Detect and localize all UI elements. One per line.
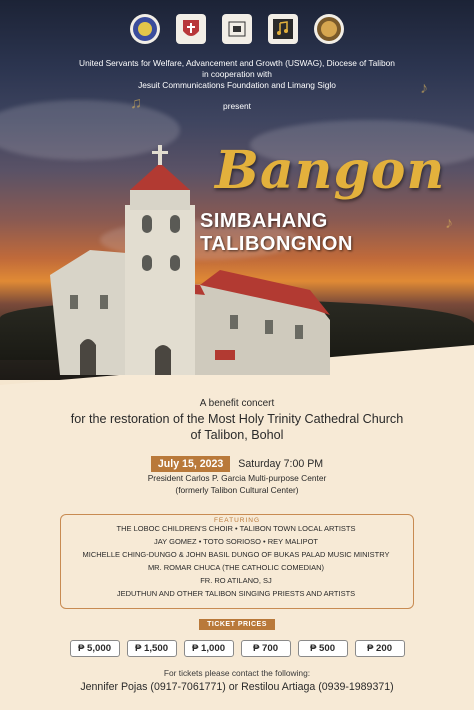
music-note-icon: ♪ [420, 80, 428, 97]
ticket-prices-label: TICKET PRICES [199, 619, 275, 630]
date-row [0, 456, 474, 472]
concert-line-1: A benefit concert [199, 398, 275, 409]
featuring-line: THE LOBOC CHILDREN'S CHOIR • TALIBON TOWN LOCAL ARTISTS [116, 524, 356, 533]
event-date: July 15, 2023 [151, 456, 230, 472]
price-tag: ₱ 500 [298, 640, 348, 657]
venue-line-2: (formerly Talibon Cultural Center) [175, 485, 299, 495]
price-tag: ₱ 1,000 [184, 640, 234, 657]
featuring-line: JEDUTHUN AND OTHER TALIBON SINGING PRIESTS AND ARTISTS [116, 589, 356, 598]
music-note-icon: ♫ [130, 95, 142, 112]
uswag-logo [130, 14, 160, 44]
featuring-line: MR. ROMAR CHUCA (THE CATHOLIC COMEDIAN) [147, 563, 325, 572]
organizer-text [0, 58, 474, 91]
featuring-line: FR. RO ATILANO, SJ [200, 576, 272, 585]
music-logo [268, 14, 298, 44]
title-sub: SIMBAHANG TALIBONGNON [200, 210, 353, 255]
concert-line-2: for the restoration of the Most Holy Trinity Cathedral Church [70, 412, 404, 426]
limang-siglo-logo [314, 14, 344, 44]
concert-line-3: of Talibon, Bohol [190, 428, 284, 442]
featuring-label: FEATURING [208, 517, 266, 524]
price-tag: ₱ 1,500 [127, 640, 177, 657]
title-main: Bangon [215, 140, 446, 201]
logo-row [0, 14, 474, 44]
contact-intro: For tickets please contact the following: [163, 668, 311, 678]
event-day-time: Saturday 7:00 PM [238, 458, 324, 470]
ticket-label-wrap [0, 619, 474, 630]
contact-names: Jennifer Pojas (0917-7061771) or Restilou Artiaga (0939-1989371) [80, 681, 394, 693]
organizer-line: United Servants for Welfare, Advancement and Growth (USWAG), Diocese of Talibon [79, 58, 395, 68]
diocese-logo [176, 14, 206, 44]
concert-description [0, 398, 474, 443]
price-tag: ₱ 5,000 [70, 640, 120, 657]
venue-line-1: President Carlos P. Garcia Multi-purpose Center [147, 473, 327, 483]
venue [0, 472, 474, 496]
cooperation-line: in cooperation with [202, 69, 272, 79]
price-tag: ₱ 200 [355, 640, 405, 657]
jescom-logo [222, 14, 252, 44]
featuring-line: JAY GOMEZ • TOTO SORIOSO • REY MALIPOT [153, 537, 319, 546]
ticket-prices [0, 640, 474, 657]
present-text: present [223, 101, 251, 111]
music-note-icon: ♪ [445, 215, 453, 232]
featuring-list [60, 522, 412, 600]
featuring-line: MICHELLE CHING-DUNGO & JOHN BASIL DUNGO OF BUKAS PALAD MUSIC MINISTRY [82, 550, 390, 559]
partners-line: Jesuit Communications Foundation and Limang Siglo [138, 80, 336, 90]
price-tag: ₱ 700 [241, 640, 291, 657]
